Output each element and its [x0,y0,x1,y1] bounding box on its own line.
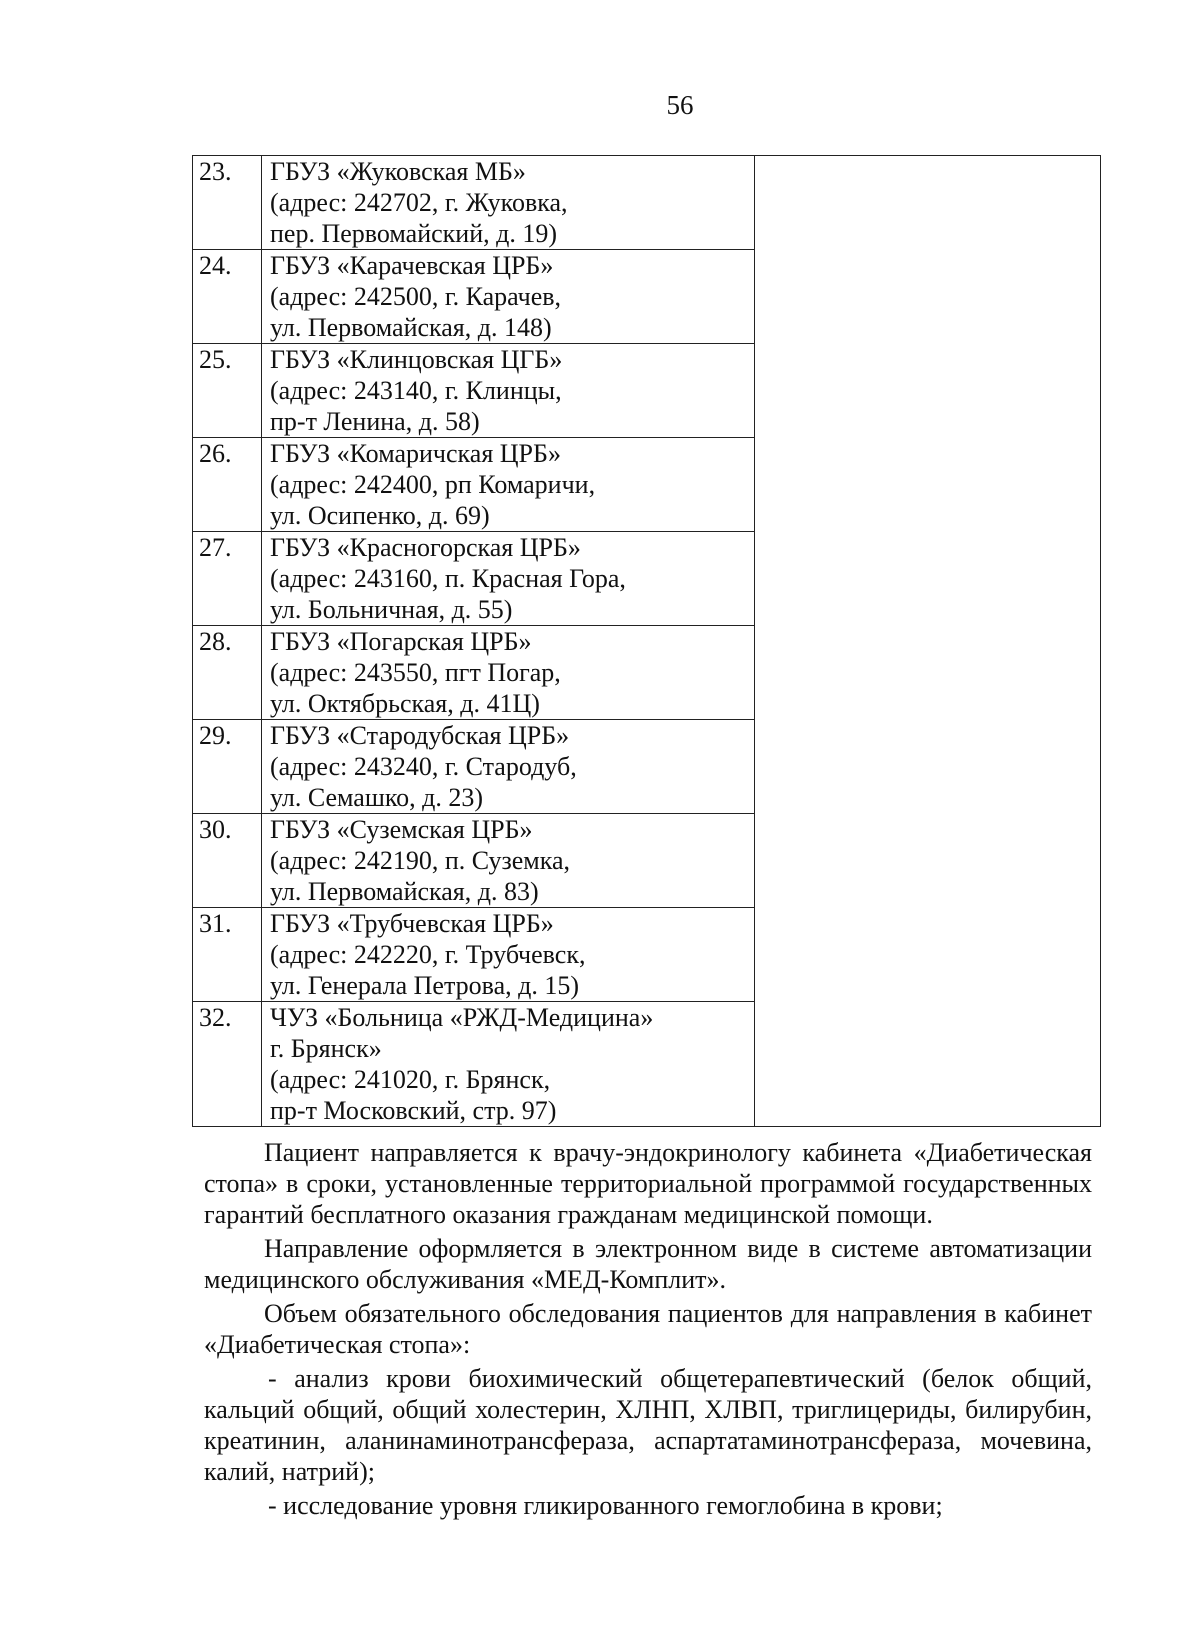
facility-address-line: (адрес: 242220, г. Трубчевск, [270,940,586,969]
facility-info [262,438,755,532]
facility-name: ГБУЗ «Карачевская ЦРБ» [270,251,554,280]
facility-address-line: г. Брянск» [270,1034,382,1063]
facility-name: ГБУЗ «Жуковская МБ» [270,157,526,186]
facility-name: ГБУЗ «Суземская ЦРБ» [270,815,533,844]
paragraph-exam-scope: Объем обязательного обследования пациентов для направления в кабинет «Диабетическая стопа»: [204,1299,1092,1359]
facility-address-line: (адрес: 242190, п. Суземка, [270,846,571,875]
list-item-hemoglobin-test: - исследование уровня гликированного гемоглобина в крови; [268,1491,943,1520]
body-text [204,1137,1092,1521]
facility-address-line: пр-т Ленина, д. 58) [270,407,480,436]
list-item-blood-analysis: - анализ крови биохимический общетерапевтический (белок общий, кальций общий, общий холестерин, ХЛНП, ХЛВП, триглицериды, билирубин, креатинин, аланинаминотрансфераза, аспартатаминотрансфераза, мочевина, калий, натрий); [204,1364,1092,1486]
facility-info [262,720,755,814]
facility-address-line: пер. Первомайский, д. 19) [270,219,557,248]
facility-info [262,626,755,720]
facility-address-line: (адрес: 243240, г. Стародуб, [270,752,577,781]
facility-address-line: ул. Генерала Петрова, д. 15) [270,971,580,1000]
row-number: 29. [193,720,262,814]
facility-address-line: (адрес: 243140, г. Клинцы, [270,376,562,405]
facility-name: ГБУЗ «Красногорская ЦРБ» [270,533,581,562]
row-number: 24. [193,250,262,344]
facility-name: ГБУЗ «Комаричская ЦРБ» [270,439,561,468]
facility-address-line: ул. Семашко, д. 23) [270,783,484,812]
facility-name: ГБУЗ «Стародубская ЦРБ» [270,721,570,750]
facility-info [262,156,755,250]
facility-name: ЧУЗ «Больница «РЖД-Медицина» [270,1003,654,1032]
facility-info [262,532,755,626]
table-row [193,156,1101,250]
facility-address-line: (адрес: 243160, п. Красная Гора, [270,564,626,593]
facility-name: ГБУЗ «Погарская ЦРБ» [270,627,532,656]
facility-address-line: ул. Первомайская, д. 148) [270,313,552,342]
facility-address-line: (адрес: 242400, рп Комаричи, [270,470,596,499]
row-number: 27. [193,532,262,626]
facility-address-line: ул. Осипенко, д. 69) [270,501,490,530]
facility-info [262,908,755,1002]
facility-address-line: ул. Первомайская, д. 83) [270,877,539,906]
paragraph-referral: Пациент направляется к врачу-эндокринологу кабинета «Диабетическая стопа» в сроки, установленные территориальной программой государственных гарантий бесплатного оказания гражданам медицинской помощи. [204,1138,1092,1229]
page-number: 56 [666,90,694,120]
facility-address-line: ул. Октябрьская, д. 41Ц) [270,689,540,718]
facility-info [262,814,755,908]
facility-address-line: (адрес: 242500, г. Карачев, [270,282,562,311]
merged-empty-cell [755,156,1101,1127]
facility-name: ГБУЗ «Трубчевская ЦРБ» [270,909,554,938]
facilities-table [192,155,1101,1127]
row-number: 30. [193,814,262,908]
facility-info [262,344,755,438]
facility-address-line: ул. Больничная, д. 55) [270,595,513,624]
facility-info [262,250,755,344]
paragraph-electronic-referral: Направление оформляется в электронном виде в системе автоматизации медицинского обслуживания «МЕД-Комплит». [204,1234,1092,1294]
facility-address-line: (адрес: 243550, пгт Погар, [270,658,561,687]
facility-address-line: (адрес: 241020, г. Брянск, [270,1065,551,1094]
row-number: 25. [193,344,262,438]
row-number: 31. [193,908,262,1002]
facility-info [262,1002,755,1127]
row-number: 23. [193,156,262,250]
facility-address-line: пр-т Московский, стр. 97) [270,1096,557,1125]
facility-address-line: (адрес: 242702, г. Жуковка, [270,188,568,217]
row-number: 28. [193,626,262,720]
row-number: 32. [193,1002,262,1127]
row-number: 26. [193,438,262,532]
facility-name: ГБУЗ «Клинцовская ЦГБ» [270,345,563,374]
